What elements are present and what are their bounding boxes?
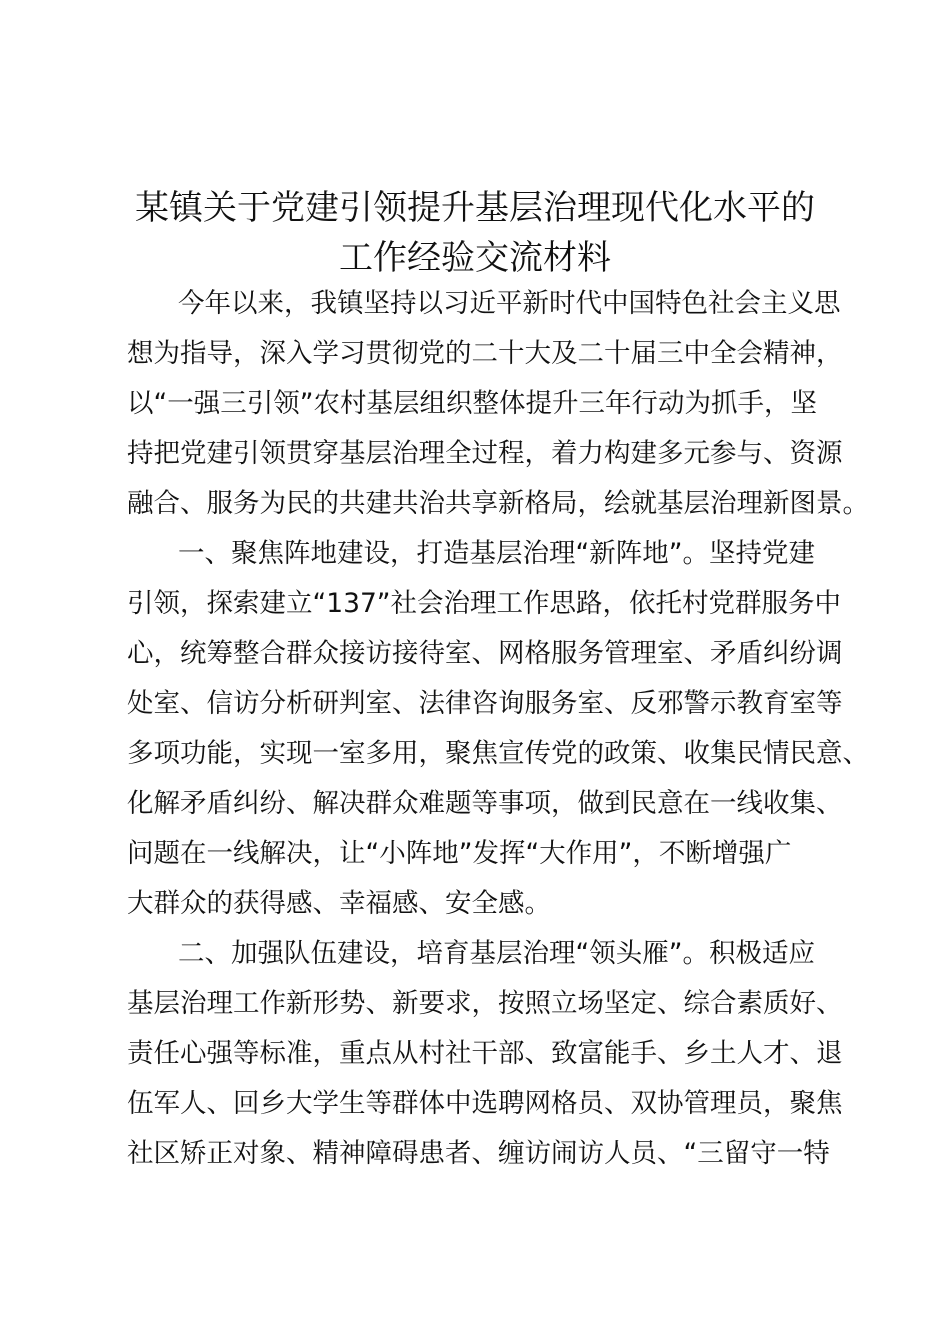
document-title-line-1: 某镇关于党建引领提升基层治理现代化水平的 (135, 188, 815, 228)
paragraph-2-line-6: 化解矛盾纠纷、解决群众难题等事项，做到民意在一线收集、 (127, 788, 843, 819)
paragraph-2-line-1: 一、聚焦阵地建设，打造基层治理“新阵地”。坚持党建 (178, 538, 815, 569)
paragraph-2-line-2: 引领，探索建立“137”社会治理工作思路，依托村党群服务中 (127, 588, 842, 619)
paragraph-3-line-5: 社区矫正对象、精神障碍患者、缠访闹访人员、“三留守一特 (127, 1138, 830, 1169)
paragraph-2-line-7: 问题在一线解决，让“小阵地”发挥“大作用”，不断增强广 (127, 838, 792, 869)
paragraph-2-line-5: 多项功能，实现一室多用，聚焦宣传党的政策、收集民情民意、 (127, 738, 869, 769)
document-title-line-2: 工作经验交流材料 (339, 238, 611, 278)
paragraph-2-line-8: 大群众的获得感、幸福感、安全感。 (127, 888, 551, 919)
paragraph-3-line-1: 二、加强队伍建设，培育基层治理“领头雁”。积极适应 (178, 938, 815, 969)
paragraph-2-line-4: 处室、信访分析研判室、法律咨询服务室、反邪警示教育室等 (127, 688, 843, 719)
paragraph-1-line-4: 持把党建引领贯穿基层治理全过程，着力构建多元参与、资源 (127, 438, 843, 469)
paragraph-1-line-3: 以“一强三引领”农村基层组织整体提升三年行动为抓手，坚 (127, 388, 817, 419)
paragraph-3-line-2: 基层治理工作新形势、新要求，按照立场坚定、综合素质好、 (127, 988, 843, 1019)
paragraph-3-line-4: 伍军人、回乡大学生等群体中选聘网格员、双协管理员，聚焦 (127, 1088, 843, 1119)
paragraph-1-line-2: 想为指导，深入学习贯彻党的二十大及二十届三中全会精神， (127, 338, 843, 369)
paragraph-3-line-3: 责任心强等标准，重点从村社干部、致富能手、乡土人才、退 (127, 1038, 843, 1069)
paragraph-1-line-5: 融合、服务为民的共建共治共享新格局，绘就基层治理新图景。 (127, 488, 869, 519)
paragraph-2-line-3: 心，统筹整合群众接访接待室、网格服务管理室、矛盾纠纷调 (127, 638, 843, 669)
paragraph-1-line-1: 今年以来，我镇坚持以习近平新时代中国特色社会主义思 (178, 288, 841, 319)
